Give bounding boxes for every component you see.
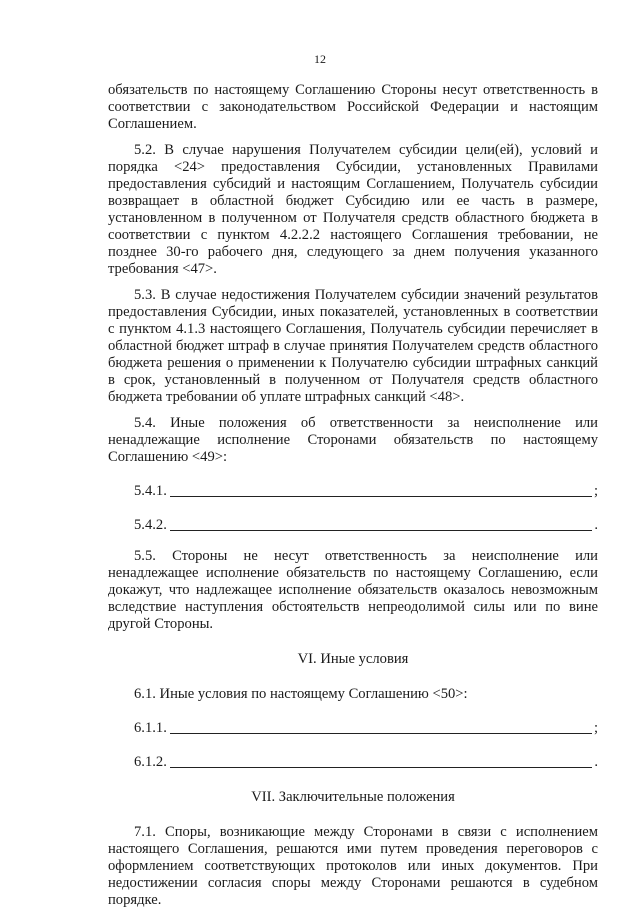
fill-line-underline — [170, 482, 592, 497]
fill-line-punct: . — [594, 517, 598, 533]
paragraph-intro: обязательств по настоящему Соглашению Стороны несут ответственность в соответствии с законодательством Российской Федерации и настоящим Соглашением. — [108, 82, 598, 132]
paragraph-5-3: 5.3. В случае недостижения Получателем субсидии значений результатов предоставления Субсидии, иных показателей, установленных в соответствии с пунктом 4.1.3 настоящего Соглашения, Получатель субсидии перечисляет в областной бюджет штраф в случае принятия Получателем средств областного бюджета решения о применении к Получателю субсидии штрафных санкций в срок, установленный в полученном от Получателя средств областного бюджета требовании об уплате штрафных санкций <48>. — [108, 287, 598, 405]
paragraph-5-4: 5.4. Иные положения об ответственности за неисполнение или ненадлежащие исполнение Сторонами обязательств по настоящему Соглашению <49>: — [108, 415, 598, 465]
paragraph-5-5: 5.5. Стороны не несут ответственность за неисполнение или ненадлежащее исполнение обязательств по настоящему Соглашению, если докажут, что надлежащее исполнение обязательств оказалось невозможным вследствие наступления обстоятельств непреодолимой силы или по вине другой Стороны. — [108, 548, 598, 632]
fill-line-5-4-2 — [108, 516, 598, 534]
fill-line-punct: ; — [593, 483, 598, 499]
fill-line-punct: ; — [593, 720, 598, 736]
paragraph-5-2: 5.2. В случае нарушения Получателем субсидии цели(ей), условий и порядка <24> предоставления Субсидии, установленных Правилами предоставления субсидий и настоящим Соглашением, Получатель субсидии возвращает в областной бюджет Субсидию или ее часть в размере, установленном в полученном от Получателя средств областного бюджета в соответствии с пунктом 4.2.2.2 настоящего Соглашения требовании, не позднее 30-го рабочего дня, следующего за днем получения указанного требования <47>. — [108, 142, 598, 277]
page-number: 12 — [314, 52, 326, 66]
document-body — [108, 82, 598, 909]
fill-line-label: 5.4.1. — [134, 483, 167, 499]
fill-line-label: 6.1.2. — [134, 754, 167, 770]
fill-line-6-1-2 — [108, 753, 598, 771]
fill-line-label: 5.4.2. — [134, 517, 167, 533]
fill-line-underline — [170, 719, 592, 734]
section-heading-7: VII. Заключительные положения — [251, 789, 455, 805]
fill-line-6-1-1 — [108, 719, 598, 737]
fill-line-underline — [170, 516, 593, 531]
section-heading-6: VI. Иные условия — [297, 651, 409, 667]
fill-line-5-4-1 — [108, 482, 598, 500]
paragraph-7-1: 7.1. Споры, возникающие между Сторонами в связи с исполнением настоящего Соглашения, решаются ими путем проведения переговоров с оформлением соответствующих протоколов или иных документов. При недостижении согласия споры между Сторонами решаются в судебном порядке. — [108, 824, 598, 908]
fill-line-underline — [170, 753, 593, 768]
paragraph-6-1: 6.1. Иные условия по настоящему Соглашению <50>: — [134, 686, 468, 702]
fill-line-punct: . — [594, 754, 598, 770]
fill-line-label: 6.1.1. — [134, 720, 167, 736]
